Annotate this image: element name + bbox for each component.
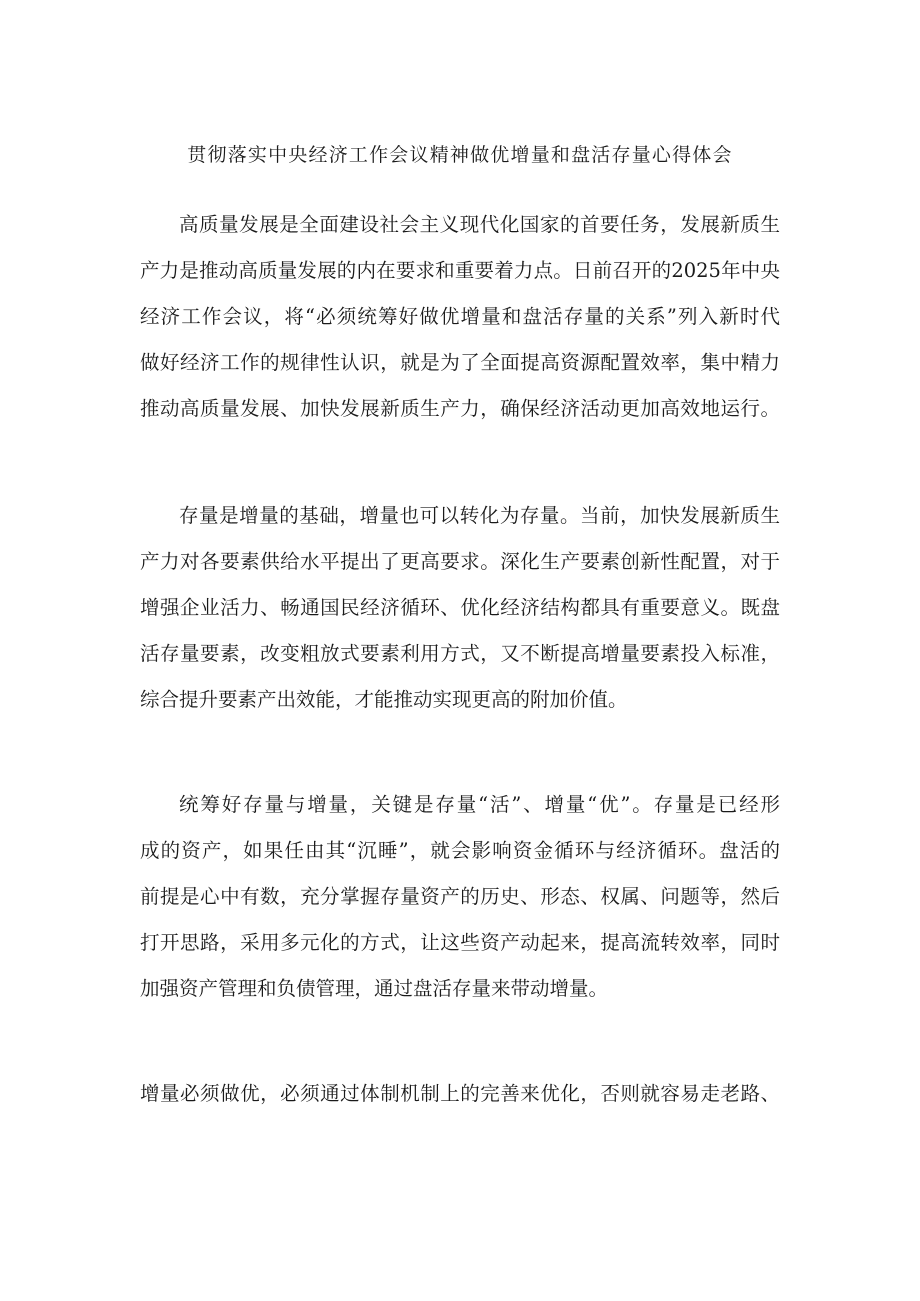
- paragraph-2: [140, 493, 780, 723]
- paragraph-4: [140, 1071, 780, 1117]
- paragraph-1: [140, 202, 780, 432]
- paragraph-line: 前提是心中有数，充分掌握存量资产的历史、形态、权属、问题等，然后: [140, 885, 780, 908]
- paragraph-line: 打开思路，采用多元化的方式，让这些资产动起来，提高流转效率，同时: [140, 931, 780, 954]
- paragraph-line: 统筹好存量与增量，关键是存量“活”、增量“优”。存量是已经形: [179, 793, 780, 816]
- paragraph-line: 增强企业活力、畅通国民经济循环、优化经济结构都具有重要意义。既盘: [140, 596, 780, 619]
- paragraph-3: [140, 782, 780, 1012]
- paragraph-line: 存量是增量的基础，增量也可以转化为存量。当前，加快发展新质生: [179, 504, 780, 527]
- document-title: 贯彻落实中央经济工作会议精神做优增量和盘活存量心得体会: [187, 144, 733, 166]
- paragraph-line: 活存量要素，改变粗放式要素利用方式，又不断提高增量要素投入标准，: [140, 642, 780, 665]
- paragraph-line: 增量必须做优，必须通过体制机制上的完善来优化，否则就容易走老路、: [140, 1082, 780, 1105]
- paragraph-line: 产力对各要素供给水平提出了更高要求。深化生产要素创新性配置，对于: [140, 550, 780, 573]
- paragraph-line: 产力是推动高质量发展的内在要求和重要着力点。日前召开的2025年中央: [140, 259, 780, 282]
- paragraph-line: 加强资产管理和负债管理，通过盘活存量来带动增量。: [140, 977, 609, 1000]
- paragraph-line: 推动高质量发展、加快发展新质生产力，确保经济活动更加高效地运行。: [140, 397, 780, 420]
- paragraph-line: 经济工作会议，将“必须统筹好做优增量和盘活存量的关系”列入新时代: [140, 305, 780, 328]
- paragraph-line: 成的资产，如果任由其“沉睡”，就会影响资金循环与经济循环。盘活的: [140, 839, 780, 862]
- paragraph-line: 做好经济工作的规律性认识，就是为了全面提高资源配置效率，集中精力: [140, 351, 780, 374]
- paragraph-line: 综合提升要素产出效能，才能推动实现更高的附加价值。: [140, 688, 628, 711]
- paragraph-line: 高质量发展是全面建设社会主义现代化国家的首要任务，发展新质生: [179, 213, 780, 236]
